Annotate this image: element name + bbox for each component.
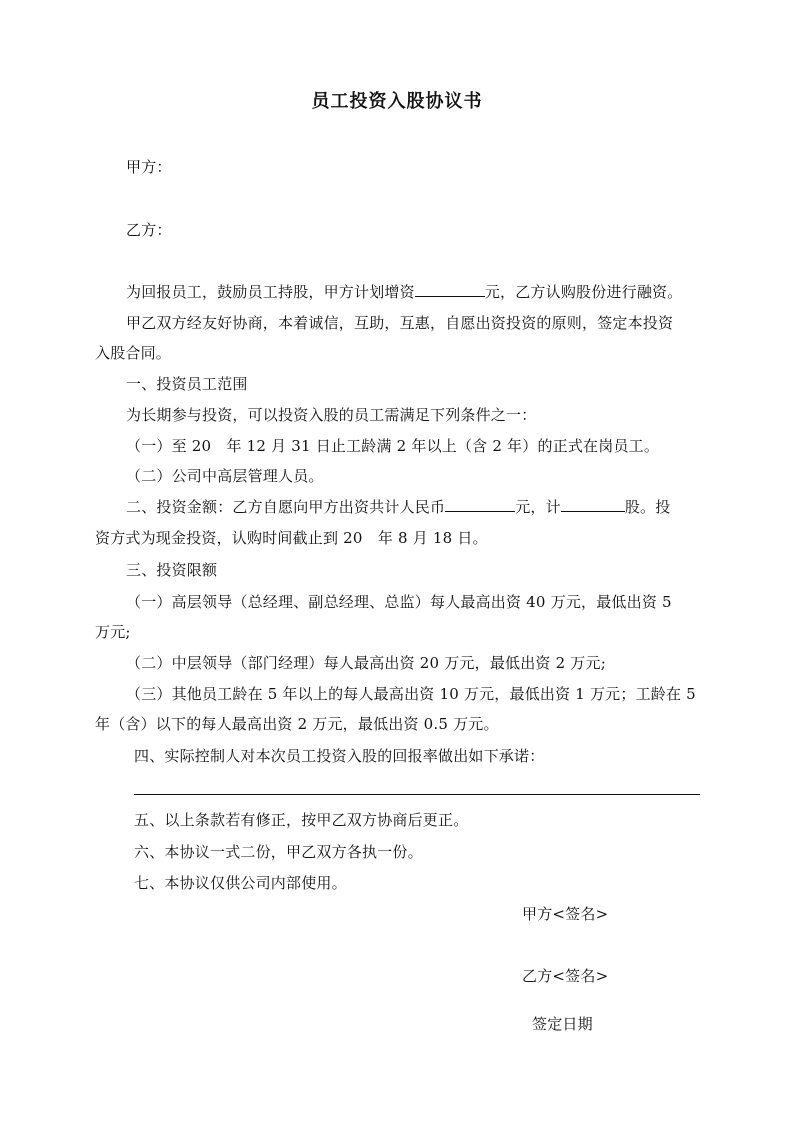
section-1-item-1: （一）至 20 年 12 月 31 日止工龄满 2 年以上（含 2 年）的正式在岗员工。 [126,437,660,455]
section-2-line-1 [126,497,670,517]
section-2-text-2: 元，计 [515,498,561,516]
intro-text-before: 为回报员工，鼓励员工持股，甲方计划增资 [126,283,415,301]
party-b-label: 乙方： [126,221,172,239]
section-3-item-2: （二）中层领导（部门经理）每人最高出资 20 万元，最低出资 2 万元; [126,654,606,672]
section-5: 五、以上条款若有修正，按甲乙双方协商后更正。 [134,811,469,829]
section-7: 七、本协议仅供公司内部使用。 [134,874,347,892]
section-1-intro: 为长期参与投资，可以投资入股的员工需满足下列条件之一： [126,406,537,424]
section-6: 六、本协议一式二份，甲乙双方各执一份。 [134,843,423,861]
section-1-item-2: （二）公司中高层管理人员。 [126,467,324,485]
party-a-label: 甲方： [126,158,172,176]
section-3-item-1-line-2: 万元; [95,623,131,641]
section-2-text-1: 二、投资金额：乙方自愿向甲方出资共计人民币 [126,498,446,516]
section-3-heading: 三、投资限额 [126,561,218,579]
section-2-text-3: 股。投 [624,498,671,516]
section-3-item-3-line-2: 年（含）以下的每人最高出资 2 万元，最低出资 0.5 万元。 [95,715,499,733]
section-3-item-3-line-1: （三）其他员工龄在 5 年以上的每人最高出资 10 万元，最低出资 1 万元；工龄在 5 [126,685,696,703]
section-1-heading: 一、投资员工范围 [126,375,248,393]
section-4: 四、实际控制人对本次员工投资入股的回报率做出如下承诺： [134,747,545,765]
intro-text-after: 元，乙方认购股份进行融资。 [484,283,683,301]
document-title: 员工投资入股协议书 [311,91,483,112]
section-2-line-2: 资方式为现金投资，认购时间截止到 20 年 8 月 18 日。 [95,529,488,547]
amount-blank [445,497,515,512]
capital-increase-blank [415,282,485,297]
section-3-item-1-line-1: （一）高层领导（总经理、副总经理、总监）每人最高出资 40 万元，最低出资 5 [126,593,672,611]
intro-paragraph [126,282,682,302]
signing-date: 签定日期 [532,1015,593,1033]
party-a-signature: 甲方<签名> [522,905,609,923]
principle-line-2: 入股合同。 [95,344,172,362]
shares-blank [561,497,625,512]
party-b-signature: 乙方<签名> [522,967,609,985]
principle-line-1: 甲乙双方经友好协商，本着诚信，互助，互惠，自愿出资投资的原则，签定本投资 [126,314,674,332]
commitment-blank-line [134,794,700,795]
